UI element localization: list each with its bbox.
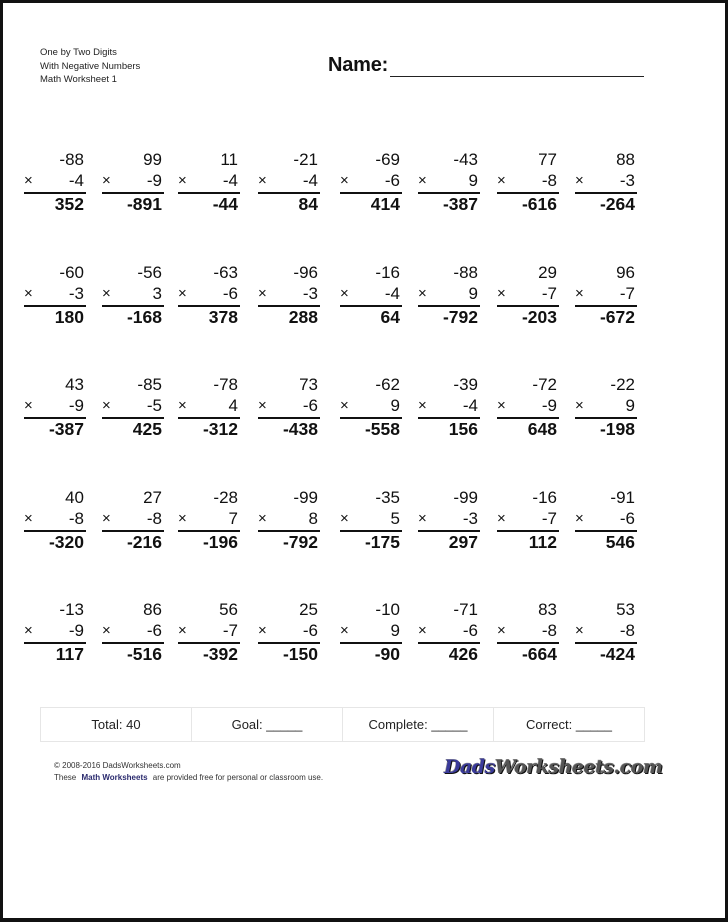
problem-r2-c4 [258, 262, 320, 328]
multiplier-line [418, 620, 480, 641]
times-icon: × [24, 510, 33, 527]
problem-r2-c7 [497, 262, 559, 328]
answer: -792 [442, 307, 478, 327]
usage-text [54, 772, 323, 784]
times-icon: × [258, 510, 267, 527]
times-icon: × [340, 397, 349, 414]
problem-r3-c1 [24, 374, 86, 440]
multiplier: -3 [619, 171, 635, 190]
problem-r3-c5 [340, 374, 402, 440]
multiplicand: -88 [59, 150, 84, 169]
multiplicand: 56 [219, 600, 238, 619]
multiplicand: -60 [59, 263, 84, 282]
multiplier: -6 [619, 509, 635, 528]
multiplier-line [102, 170, 164, 191]
answer: -891 [126, 194, 162, 214]
times-icon: × [24, 397, 33, 414]
answer: -264 [599, 194, 635, 214]
answer: 64 [380, 307, 400, 327]
times-icon: × [340, 510, 349, 527]
answer: -387 [442, 194, 478, 214]
usage-prefix: These [54, 773, 77, 782]
times-icon: × [178, 397, 187, 414]
multiplier: -7 [541, 284, 557, 303]
times-icon: × [178, 285, 187, 302]
multiplier-line [24, 283, 86, 304]
multiplier-line [258, 508, 320, 529]
summary-total: Total: 40 [41, 708, 192, 741]
multiplier: -7 [222, 621, 238, 640]
problem-r5-c2 [102, 599, 164, 665]
multiplier-line [24, 395, 86, 416]
multiplier-line [418, 395, 480, 416]
logo-rest: Worksheets.com [494, 756, 663, 778]
multiplier-line [102, 620, 164, 641]
multiplier-line [575, 508, 637, 529]
multiplier-line [178, 508, 240, 529]
multiplier: 4 [228, 396, 238, 415]
multiplier-line [258, 283, 320, 304]
multiplier-line [497, 283, 559, 304]
answer: -175 [364, 532, 400, 552]
multiplicand: 43 [65, 375, 84, 394]
multiplicand: -91 [610, 488, 635, 507]
times-icon: × [102, 510, 111, 527]
times-icon: × [102, 285, 111, 302]
multiplier-line [24, 170, 86, 191]
answer: 288 [288, 307, 318, 327]
answer: -196 [202, 532, 238, 552]
answer: -90 [374, 644, 400, 664]
times-icon: × [575, 172, 584, 189]
times-icon: × [575, 397, 584, 414]
multiplier: -7 [541, 509, 557, 528]
times-icon: × [340, 622, 349, 639]
multiplier: 9 [390, 621, 400, 640]
math-worksheets-link[interactable]: Math Worksheets [81, 773, 148, 782]
times-icon: × [418, 622, 427, 639]
times-icon: × [575, 622, 584, 639]
answer: 297 [448, 532, 478, 552]
multiplicand: 40 [65, 488, 84, 507]
problem-r1-c6 [418, 149, 480, 215]
answer: -792 [282, 532, 318, 552]
name-field [328, 54, 644, 77]
multiplicand: -56 [137, 263, 162, 282]
times-icon: × [340, 172, 349, 189]
multiplier: -4 [222, 171, 238, 190]
multiplicand: -35 [375, 488, 400, 507]
problem-r4-c1 [24, 487, 86, 553]
multiplier-line [340, 283, 402, 304]
times-icon: × [258, 285, 267, 302]
answer: -312 [202, 419, 238, 439]
answer: 546 [605, 532, 635, 552]
multiplier-line [575, 620, 637, 641]
times-icon: × [102, 172, 111, 189]
problem-r4-c6 [418, 487, 480, 553]
answer: -438 [282, 419, 318, 439]
multiplier: -8 [541, 171, 557, 190]
times-icon: × [497, 397, 506, 414]
times-icon: × [258, 172, 267, 189]
multiplier: -3 [462, 509, 478, 528]
problem-r4-c8 [575, 487, 637, 553]
answer: -216 [126, 532, 162, 552]
problem-r3-c3 [178, 374, 240, 440]
multiplier: -6 [146, 621, 162, 640]
times-icon: × [340, 285, 349, 302]
problem-r3-c8 [575, 374, 637, 440]
multiplicand: -63 [213, 263, 238, 282]
answer: -424 [599, 644, 635, 664]
multiplier: 3 [152, 284, 162, 303]
multiplicand: -62 [375, 375, 400, 394]
answer: -392 [202, 644, 238, 664]
problem-r2-c3 [178, 262, 240, 328]
multiplier: -3 [302, 284, 318, 303]
multiplicand: -43 [453, 150, 478, 169]
multiplier-line [258, 395, 320, 416]
answer: -672 [599, 307, 635, 327]
multiplicand: 83 [538, 600, 557, 619]
multiplier-line [178, 620, 240, 641]
multiplicand: 99 [143, 150, 162, 169]
multiplier-line [24, 508, 86, 529]
problem-r1-c3 [178, 149, 240, 215]
problem-r1-c2 [102, 149, 164, 215]
multiplicand: 53 [616, 600, 635, 619]
multiplicand: 86 [143, 600, 162, 619]
multiplier: 9 [468, 171, 478, 190]
answer: 156 [448, 419, 478, 439]
problem-r5-c1 [24, 599, 86, 665]
answer: -664 [521, 644, 557, 664]
multiplier: -4 [462, 396, 478, 415]
multiplier-line [497, 395, 559, 416]
multiplicand: 25 [299, 600, 318, 619]
multiplier-line [24, 620, 86, 641]
problem-r3-c7 [497, 374, 559, 440]
problem-r1-c7 [497, 149, 559, 215]
multiplier: -4 [302, 171, 318, 190]
multiplier: 5 [390, 509, 400, 528]
problem-r2-c6 [418, 262, 480, 328]
answer: -203 [521, 307, 557, 327]
multiplier: -9 [68, 621, 84, 640]
answer: -320 [48, 532, 84, 552]
multiplier-line [497, 508, 559, 529]
problem-r2-c2 [102, 262, 164, 328]
times-icon: × [497, 622, 506, 639]
answer: -198 [599, 419, 635, 439]
times-icon: × [178, 622, 187, 639]
multiplicand: -39 [453, 375, 478, 394]
multiplier-line [497, 620, 559, 641]
multiplier-line [575, 170, 637, 191]
times-icon: × [575, 510, 584, 527]
problem-r4-c3 [178, 487, 240, 553]
times-icon: × [24, 285, 33, 302]
meta-line-worksheet-number: Math Worksheet 1 [40, 74, 117, 85]
multiplier-line [178, 283, 240, 304]
multiplicand: 77 [538, 150, 557, 169]
multiplicand: -16 [532, 488, 557, 507]
meta-line-subtitle: With Negative Numbers [40, 60, 141, 72]
multiplicand: -96 [293, 263, 318, 282]
multiplier: -9 [541, 396, 557, 415]
problem-r2-c5 [340, 262, 402, 328]
answer: 426 [448, 644, 478, 664]
multiplier: -6 [302, 621, 318, 640]
multiplier: -4 [68, 171, 84, 190]
multiplicand: -99 [293, 488, 318, 507]
times-icon: × [497, 172, 506, 189]
multiplicand: 29 [538, 263, 557, 282]
multiplicand: -71 [453, 600, 478, 619]
usage-suffix: are provided free for personal or classroom use. [152, 773, 324, 782]
multiplier: -6 [384, 171, 400, 190]
problem-r1-c4 [258, 149, 320, 215]
multiplicand: -16 [375, 263, 400, 282]
multiplicand: -99 [453, 488, 478, 507]
times-icon: × [102, 622, 111, 639]
multiplicand: -13 [59, 600, 84, 619]
multiplicand: -69 [375, 150, 400, 169]
summary-correct: Correct: _____ [526, 717, 612, 732]
multiplier: 9 [390, 396, 400, 415]
problem-r1-c5 [340, 149, 402, 215]
answer: 117 [55, 644, 84, 664]
multiplier-line [497, 170, 559, 191]
answer: 180 [54, 307, 84, 327]
problem-r4-c5 [340, 487, 402, 553]
multiplicand: 73 [299, 375, 318, 394]
multiplier: -3 [68, 284, 84, 303]
multiplier: 9 [625, 396, 635, 415]
footer [54, 760, 323, 784]
summary-bar [40, 707, 645, 742]
copyright-text: © 2008-2016 DadsWorksheets.com [54, 761, 181, 770]
multiplier: 8 [308, 509, 318, 528]
multiplier-line [102, 283, 164, 304]
answer: 425 [132, 419, 162, 439]
multiplier: -7 [619, 284, 635, 303]
answer: -168 [126, 307, 162, 327]
meta-line-title: One by Two Digits [40, 47, 117, 58]
worksheet-meta [40, 46, 140, 87]
times-icon: × [418, 510, 427, 527]
answer: -558 [364, 419, 400, 439]
multiplicand: -85 [137, 375, 162, 394]
problem-r5-c4 [258, 599, 320, 665]
multiplicand: -72 [532, 375, 557, 394]
multiplier-line [340, 508, 402, 529]
times-icon: × [418, 397, 427, 414]
problem-r5-c6 [418, 599, 480, 665]
multiplier: -6 [222, 284, 238, 303]
multiplier-line [340, 395, 402, 416]
multiplier-line [102, 395, 164, 416]
multiplier: -4 [384, 284, 400, 303]
multiplier: -5 [146, 396, 162, 415]
multiplier: -6 [462, 621, 478, 640]
problem-r3-c4 [258, 374, 320, 440]
multiplier: -8 [68, 509, 84, 528]
multiplicand: -28 [213, 488, 238, 507]
answer: -44 [212, 194, 238, 214]
answer: -616 [521, 194, 557, 214]
times-icon: × [575, 285, 584, 302]
multiplicand: -78 [213, 375, 238, 394]
multiplicand: 88 [616, 150, 635, 169]
times-icon: × [178, 510, 187, 527]
answer: 378 [208, 307, 238, 327]
problem-r4-c4 [258, 487, 320, 553]
multiplier-line [418, 283, 480, 304]
problem-r5-c5 [340, 599, 402, 665]
multiplier: -9 [146, 171, 162, 190]
times-icon: × [178, 172, 187, 189]
times-icon: × [418, 285, 427, 302]
answer: 112 [528, 532, 557, 552]
answer: -387 [48, 419, 84, 439]
multiplier-line [340, 170, 402, 191]
dadsworksheets-logo[interactable] [444, 756, 663, 778]
multiplier: -6 [302, 396, 318, 415]
problem-r5-c7 [497, 599, 559, 665]
logo-brand: Dads [444, 756, 495, 778]
times-icon: × [258, 397, 267, 414]
times-icon: × [497, 510, 506, 527]
problem-r2-c1 [24, 262, 86, 328]
multiplier-line [575, 395, 637, 416]
times-icon: × [24, 622, 33, 639]
summary-complete: Complete: _____ [343, 708, 494, 741]
times-icon: × [418, 172, 427, 189]
multiplier-line [418, 170, 480, 191]
multiplicand: 27 [143, 488, 162, 507]
multiplier-line [258, 170, 320, 191]
times-icon: × [497, 285, 506, 302]
multiplicand: -88 [453, 263, 478, 282]
multiplier: 7 [228, 509, 238, 528]
multiplier-line [418, 508, 480, 529]
multiplier-line [178, 170, 240, 191]
name-blank-line [390, 58, 644, 77]
multiplier-line [178, 395, 240, 416]
multiplier: -8 [541, 621, 557, 640]
multiplicand: -10 [375, 600, 400, 619]
answer: 84 [298, 194, 318, 214]
multiplier-line [340, 620, 402, 641]
problem-r5-c3 [178, 599, 240, 665]
multiplicand: -21 [293, 150, 318, 169]
multiplier: -8 [619, 621, 635, 640]
problem-r5-c8 [575, 599, 637, 665]
answer: -150 [282, 644, 318, 664]
problem-r4-c2 [102, 487, 164, 553]
problem-r4-c7 [497, 487, 559, 553]
problem-r1-c1 [24, 149, 86, 215]
multiplier: -9 [68, 396, 84, 415]
name-label: Name: [328, 54, 389, 76]
answer: 414 [370, 194, 400, 214]
multiplier-line [575, 283, 637, 304]
problem-r1-c8 [575, 149, 637, 215]
multiplier-line [258, 620, 320, 641]
multiplicand: -22 [610, 375, 635, 394]
times-icon: × [24, 172, 33, 189]
problem-r3-c6 [418, 374, 480, 440]
multiplicand: 96 [616, 263, 635, 282]
summary-goal: Goal: _____ [192, 708, 343, 741]
times-icon: × [258, 622, 267, 639]
answer: 648 [527, 419, 557, 439]
problem-r3-c2 [102, 374, 164, 440]
answer: -516 [126, 644, 162, 664]
multiplier: -8 [146, 509, 162, 528]
multiplier-line [102, 508, 164, 529]
problem-r2-c8 [575, 262, 637, 328]
multiplicand: 11 [220, 150, 238, 169]
answer: 352 [54, 194, 84, 214]
multiplier: 9 [468, 284, 478, 303]
times-icon: × [102, 397, 111, 414]
